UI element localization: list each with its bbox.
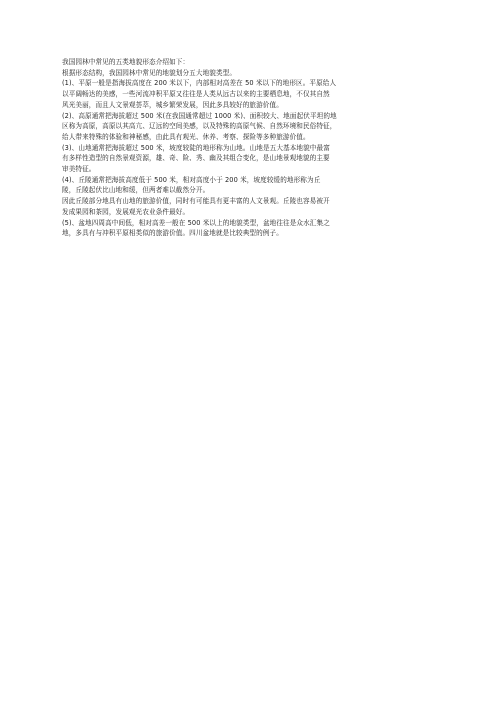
- plain-paragraph-line-2: 以平阔畅达的美感，一些河流冲积平原又往往是人类从远古以来的主要栖息地，不仅其自然: [62, 90, 330, 99]
- plateau-paragraph-line-2: 区称为高原，高原以其高亢、辽远的空间美感，以及特殊的高原气候、自然环境和民俗特征，: [62, 122, 337, 131]
- plateau-paragraph-line-1: (2)、高原通常把海拔超过 500 米(在我国通常超过 1000 米)、面积较大、地面起伏平坦的地: [62, 111, 337, 120]
- hill-paragraph-line-2: 陵，丘陵起伏比山地和缓，但两者难以截然分开。: [62, 186, 210, 195]
- plain-paragraph-line-1: (1)、平原一般是指海拔高度在 200 米以下，内部相对高差在 50 米以下的地形区。平原给人: [62, 79, 337, 88]
- plain-paragraph-line-3: 风光美丽，而且人文景观荟萃，城乡繁荣发展，因此多具较好的旅游价值。: [62, 100, 283, 109]
- mountain-paragraph-line-3: 审美特征。: [62, 165, 96, 174]
- basin-paragraph-line-2: 地，多具有与冲积平原相类似的旅游价值。四川盆地就是比较典型的例子。: [62, 229, 283, 238]
- hill-paragraph-line-4: 发成果园和茶园，发展观光农业条件最好。: [62, 207, 190, 216]
- hill-paragraph-line-3: 因此丘陵部分地具有山地的旅游价值，同时有可能具有更丰富的人文景观。丘陵也容易被开: [62, 197, 330, 206]
- mountain-paragraph-line-2: 有多样性造型的自然景观资源，雄、奇、险、秀、幽及其组合变化，是山地景观地貌的主要: [62, 154, 330, 163]
- plateau-paragraph-line-3: 给人带来特殊的体验和神秘感，由此具有观光、休养、考察、探险等多种旅游价值。: [62, 132, 310, 141]
- document-text: [62, 57, 434, 239]
- intro-line: 我国园林中常见的五类地貌形态介绍如下：: [62, 58, 190, 66]
- mountain-paragraph-line-1: (3)、山地通常把海拔超过 500 米，坡度较陡的地形称为山地。山地是五大基本地貌中最富: [62, 143, 330, 152]
- basin-paragraph-line-1: (5)、盆地四周高中间低，相对高差一般在 500 米以上的地貌类型，盆地往往是众水汇集之: [62, 218, 330, 227]
- summary-line: 根据形态结构，我国园林中常见的地貌划分五大地貌类型。: [62, 68, 237, 77]
- hill-paragraph-line-1: (4)、丘陵通常把海拔高度低于 500 米，相对高度小于 200 米，坡度较缓的地形称为丘: [62, 175, 321, 184]
